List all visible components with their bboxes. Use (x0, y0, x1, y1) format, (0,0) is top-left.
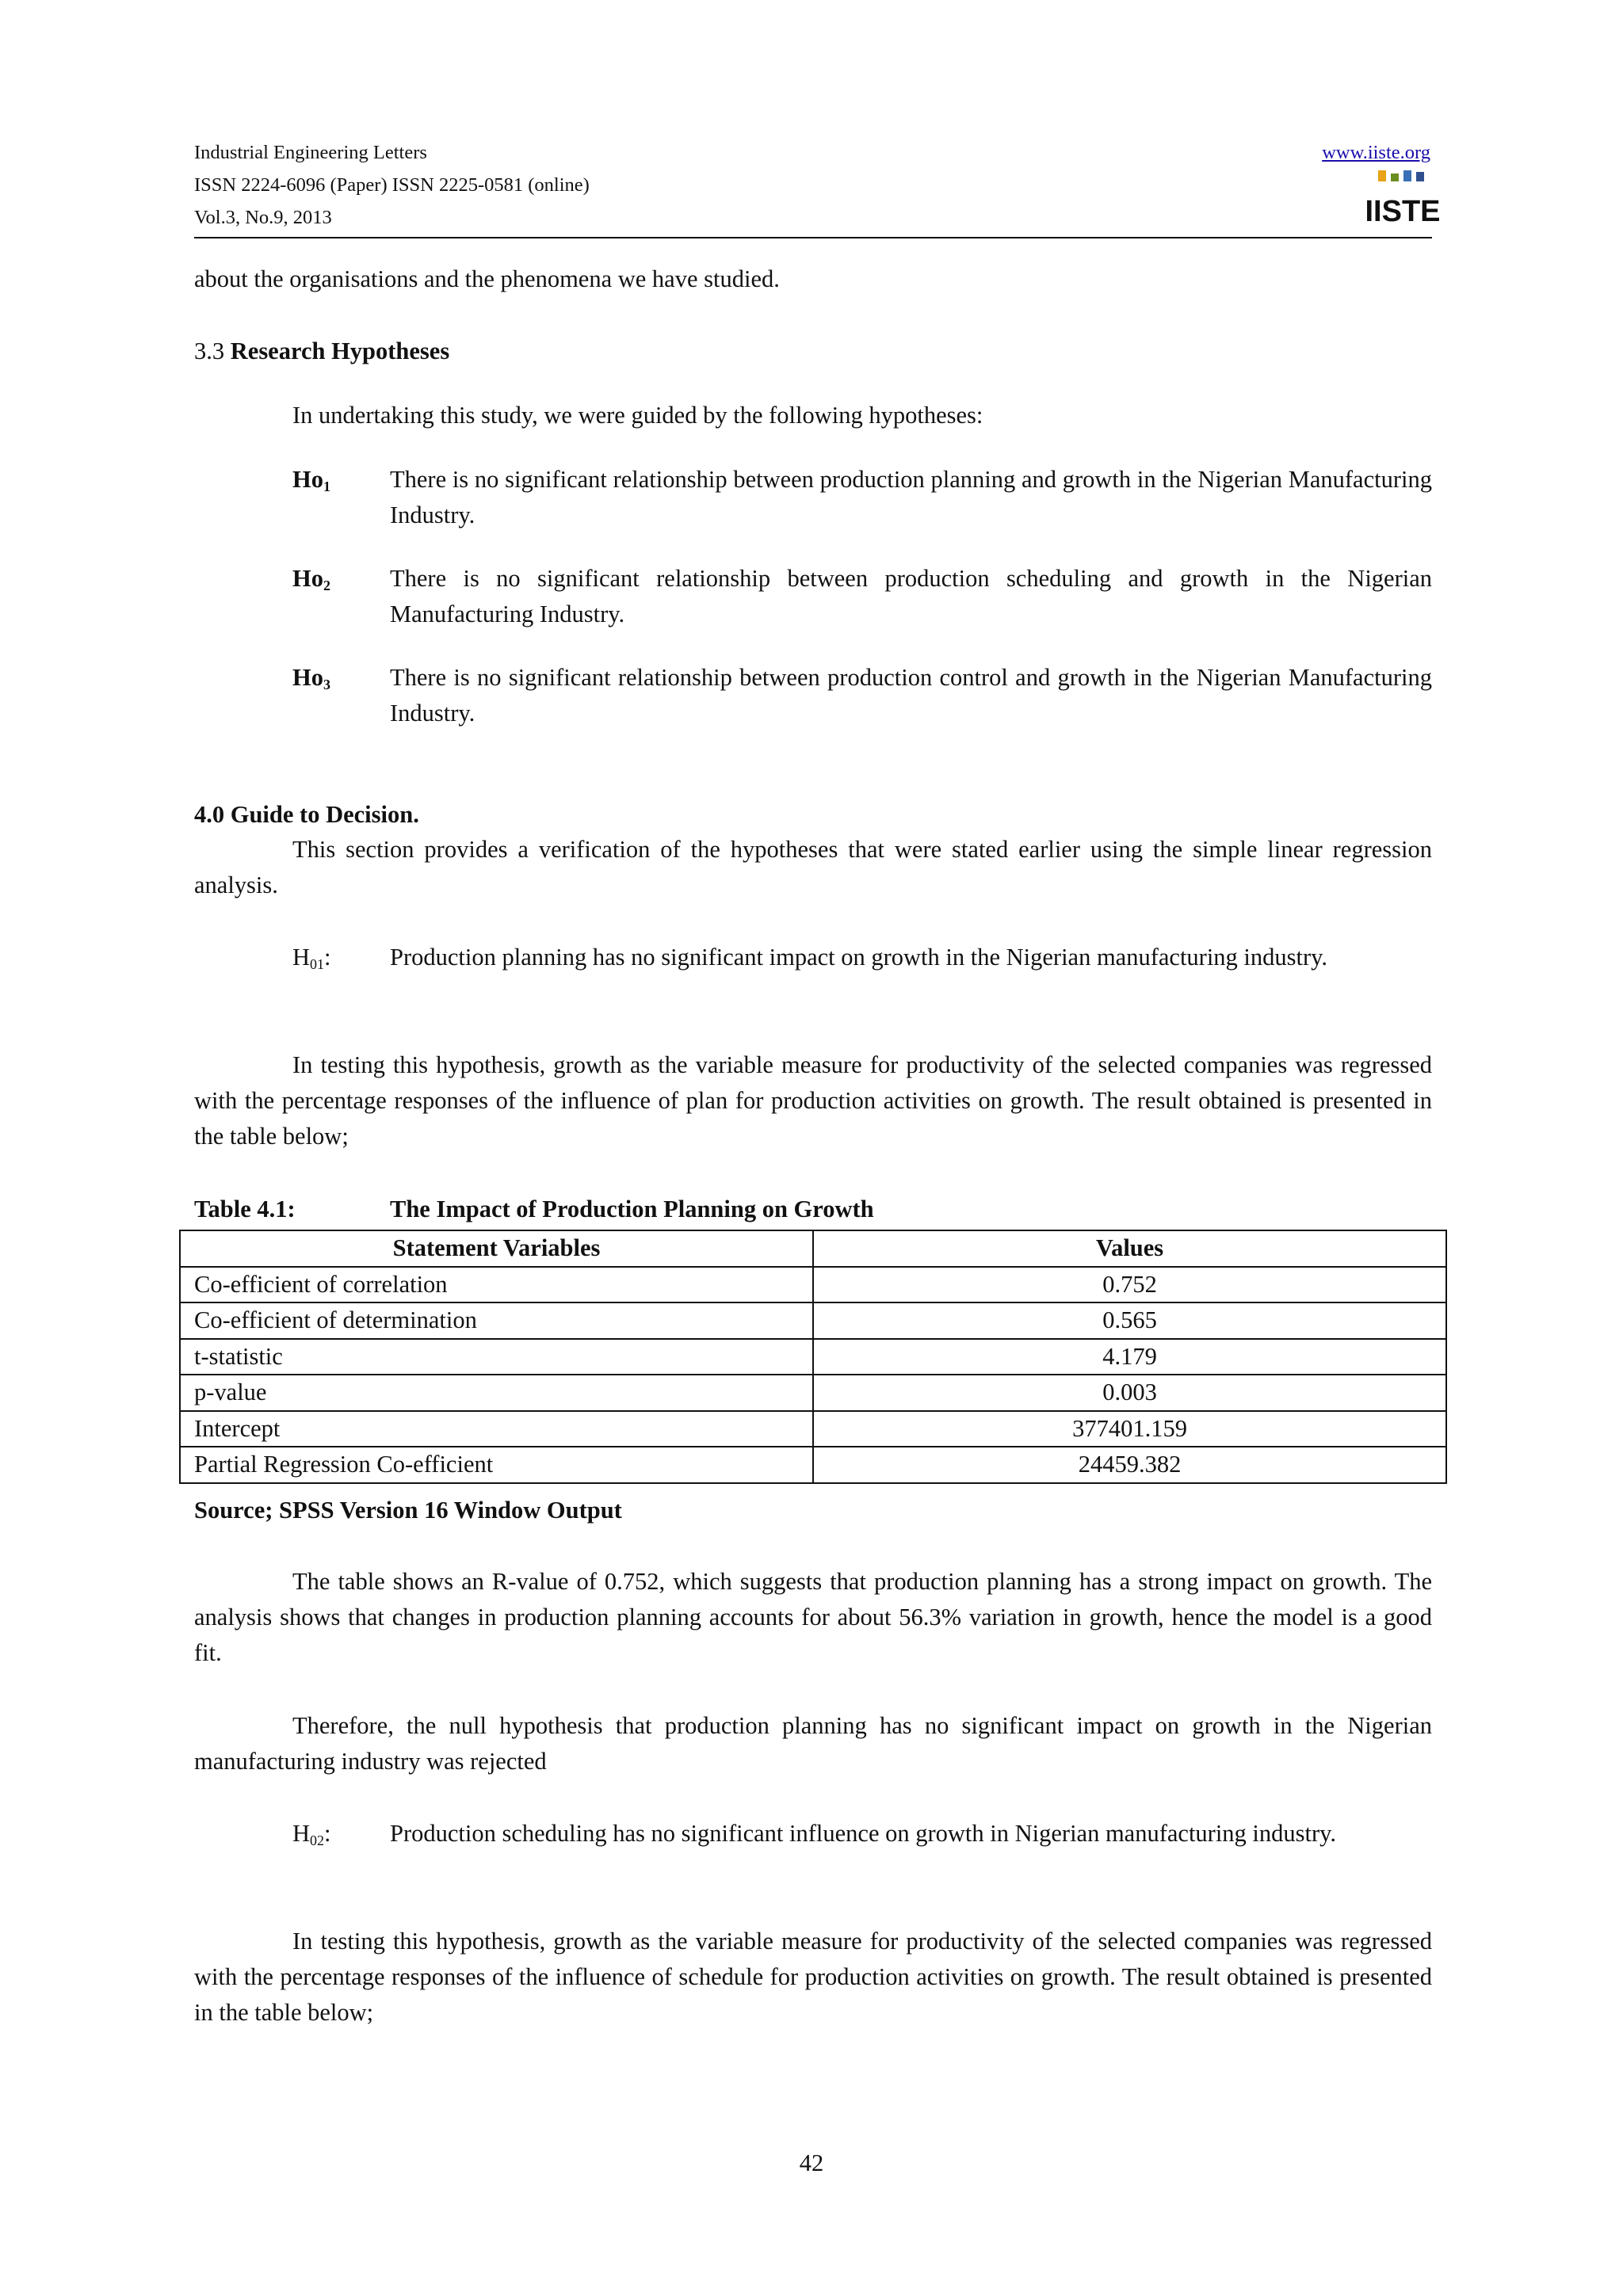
table-cell-value: 0.752 (813, 1267, 1446, 1303)
iiste-logo (1365, 169, 1441, 231)
journal-url-link[interactable]: www.iiste.org (1322, 142, 1430, 163)
table-label: Table 4.1: (194, 1196, 296, 1222)
table-cell-value: 0.565 (813, 1302, 1446, 1339)
hypotheses-intro: In undertaking this study, we were guided by the following hypotheses: (292, 402, 983, 429)
h01-test-paragraph: In testing this hypothesis, growth as the variable measure for productivity of the selected companies was regressed with the percentage responses of the influence of plan for production activities on growth. The result obtained is presented in the table below; (194, 1051, 1432, 1150)
hypothesis-label-ho3: $Ho_3$ (292, 664, 330, 692)
table-row (180, 1447, 1446, 1483)
table-cell-variable: t-statistic (180, 1339, 813, 1375)
header-rule (194, 237, 1432, 238)
page-number: 42 (799, 2149, 824, 2176)
table-header-cell: Statement Variables (180, 1230, 813, 1267)
table-header-row (180, 1230, 1446, 1267)
section-3-3-title: Research Hypotheses (230, 338, 450, 364)
table-cell-value: 24459.382 (813, 1447, 1446, 1483)
table-cell-variable: Co-efficient of correlation (180, 1267, 813, 1303)
hypothesis-text-ho1: There is no significant relationship between production planning and growth in the Nigerian Manufacturing Industry. (390, 466, 1432, 528)
table-cell-variable: p-value (180, 1375, 813, 1411)
hypothesis-label-h02: $H_{02}$: (292, 1820, 331, 1848)
regression-table (179, 1230, 1447, 1484)
table-cell-variable: Intercept (180, 1411, 813, 1447)
section-3-3-number: 3.3 (194, 338, 225, 364)
continuation-text: about the organisations and the phenomena we have studied. (194, 265, 780, 292)
section-4-0-heading: 4.0 Guide to Decision. (194, 801, 419, 828)
running-header (194, 136, 1430, 234)
table-cell-variable: Partial Regression Co-efficient (180, 1447, 813, 1483)
table-header-cell: Values (813, 1230, 1446, 1267)
table-cell-value: 0.003 (813, 1375, 1446, 1411)
journal-name: Industrial Engineering Letters (194, 142, 427, 163)
section-4-0-paragraph: This section provides a verification of the hypotheses that were stated earlier using the simple linear regression analysis. (194, 836, 1432, 898)
h02-test-paragraph: In testing this hypothesis, growth as the variable measure for productivity of the selected companies was regressed with the percentage responses of the influence of schedule for production activities on growth. The result obtained is presented in the table below; (194, 1928, 1432, 2026)
table-row (180, 1375, 1446, 1411)
table-cell-value: 4.179 (813, 1339, 1446, 1375)
table-row (180, 1267, 1446, 1303)
hypothesis-text-ho2: There is no significant relationship between production scheduling and growth in the Nigerian Manufacturing Industry. (390, 565, 1432, 627)
rvalue-paragraph: The table shows an R-value of 0.752, which suggests that production planning has a strong impact on growth. The analysis shows that changes in production planning accounts for about 56.3% variation in growth, hence the model is a good fit. (194, 1568, 1432, 1666)
hypothesis-label-ho2: $Ho_2$ (292, 565, 330, 593)
table-source: Source; SPSS Version 16 Window Output (194, 1497, 622, 1524)
journal-issn: ISSN 2224-6096 (Paper) ISSN 2225-0581 (online) (194, 174, 590, 196)
journal-volume: Vol.3, No.9, 2013 (194, 207, 332, 228)
hypothesis-text-h01: Production planning has no significant impact on growth in the Nigerian manufacturing industry. (390, 944, 1328, 971)
hypothesis-label-h01: $H_{01}$: (292, 944, 331, 972)
hypothesis-label-ho1: $Ho_1$ (292, 466, 330, 494)
logo-text: IISTE (1365, 195, 1441, 228)
hypothesis-text-h02: Production scheduling has no significant influence on growth in Nigerian manufacturing industry. (390, 1820, 1337, 1847)
table-row (180, 1302, 1446, 1339)
table-row (180, 1339, 1446, 1375)
conclusion-paragraph: Therefore, the null hypothesis that production planning has no significant impact on growth in the Nigerian manufacturing industry was rejected (194, 1712, 1432, 1775)
hypothesis-text-ho3: There is no significant relationship between production control and growth in the Nigerian Manufacturing Industry. (390, 664, 1432, 727)
section-3-3-heading (194, 334, 449, 369)
table-cell-variable: Co-efficient of determination (180, 1302, 813, 1339)
table-title: The Impact of Production Planning on Growth (390, 1196, 874, 1222)
table-row (180, 1411, 1446, 1447)
table-cell-value: 377401.159 (813, 1411, 1446, 1447)
